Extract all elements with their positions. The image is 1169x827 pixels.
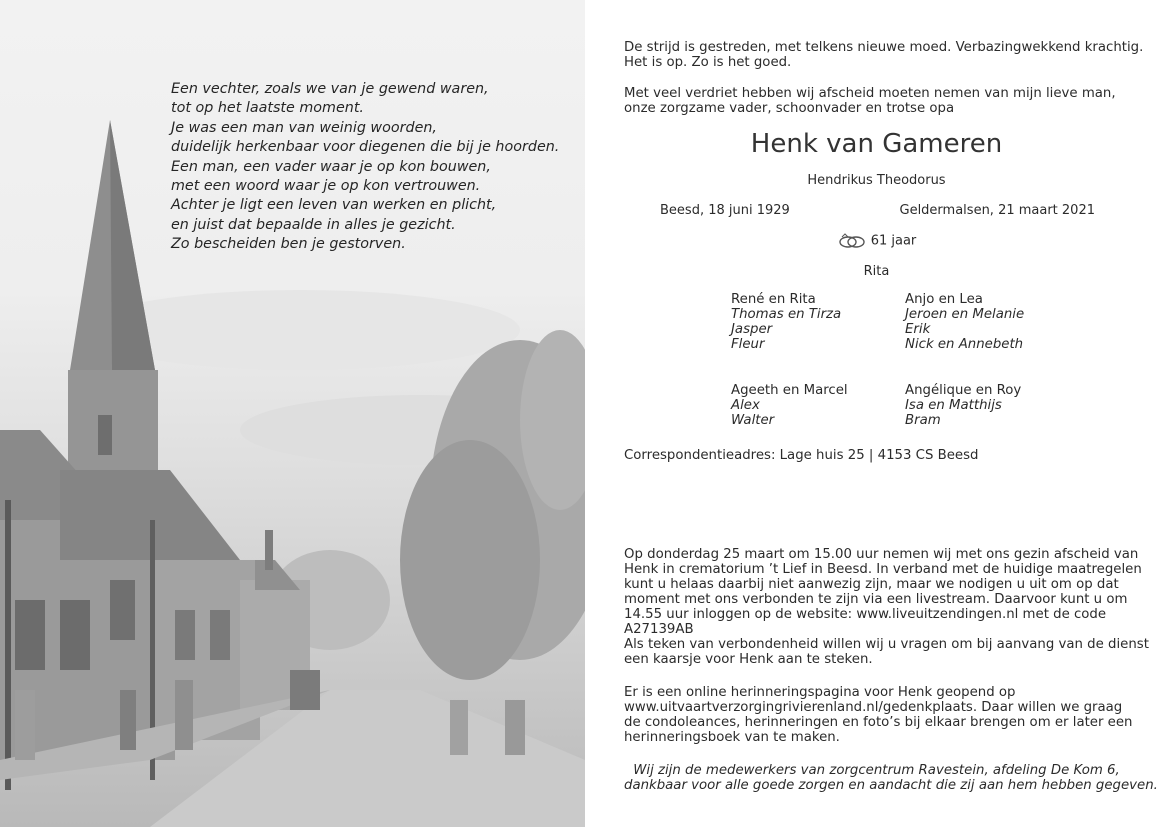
announcement-line: onze zorgzame vader, schoonvader en trotse opa — [624, 101, 955, 116]
ceremony-line: kunt u helaas daarbij niet aanwezig zijn, maar we nodigen u uit om op dat — [624, 577, 1119, 592]
family-member: Nick en Annebeth — [905, 337, 1024, 352]
death-date: Geldermalsen, 21 maart 2021 — [899, 203, 1095, 218]
poem-line: Zo bescheiden ben je gestorven. — [171, 236, 406, 253]
deceased-name: Henk van Gameren — [750, 129, 1003, 159]
family-member: Erik — [905, 322, 931, 337]
intro-line: Het is op. Zo is het goed. — [624, 55, 792, 70]
poem-line: duidelijk herkenbaar voor diegenen die bij je hoorden. — [171, 139, 560, 156]
family-head: Anjo en Lea — [905, 292, 983, 307]
family-member: Fleur — [731, 337, 765, 352]
online-line: Er is een online herinneringspagina voor Henk geopend op — [624, 685, 1016, 700]
family-head: Ageeth en Marcel — [731, 383, 848, 398]
intro-line: De strijd is gestreden, met telkens nieuwe moed. Verbazingwekkend krachtig. — [624, 40, 1144, 55]
family-group — [731, 292, 841, 352]
family-member: Jeroen en Melanie — [905, 307, 1025, 322]
ceremony-line: Als teken van verbondenheid willen wij u vragen om bij aanvang van de dienst — [624, 637, 1149, 652]
ceremony-line: moment met ons verbonden te zijn via een livestream. Daarvoor kunt u om — [624, 592, 1128, 607]
marriage-duration — [624, 233, 1129, 249]
family-group — [905, 292, 1024, 352]
family-head: René en Rita — [731, 292, 816, 307]
partner-name: Rita — [863, 264, 890, 279]
poem-line: tot op het laatste moment. — [171, 100, 364, 117]
family-member: Walter — [731, 413, 775, 428]
poem-line: Een man, een vader waar je op kon bouwen, — [171, 158, 491, 175]
thanks-line: dankbaar voor alle goede zorgen en aandacht die zij aan hem hebben gegeven. — [624, 778, 1158, 793]
family-group — [731, 383, 848, 428]
wedding-rings-icon — [837, 233, 867, 249]
family-member: Jasper — [731, 322, 773, 337]
ceremony-text — [624, 547, 1149, 667]
poem-line: en juist dat bepaalde in alles je gezicht. — [171, 216, 456, 233]
online-line: de condoleances, herinneringen en foto’s bij elkaar brengen om er later een — [624, 715, 1133, 730]
birth-date: Beesd, 18 juni 1929 — [660, 203, 790, 218]
married-years: 61 jaar — [870, 233, 917, 249]
online-line: herinneringsboek van te maken. — [624, 730, 840, 745]
ceremony-line: A27139AB — [624, 622, 694, 637]
family-member: Isa en Matthijs — [905, 398, 1002, 413]
family-head: Angélique en Roy — [905, 383, 1022, 398]
poem-line: met een woord waar je op kon vertrouwen. — [171, 178, 481, 195]
ceremony-line: een kaarsje voor Henk aan te steken. — [624, 652, 873, 667]
family-member: Thomas en Tirza — [731, 307, 842, 322]
poem-line: Je was een man van weinig woorden, — [171, 119, 437, 136]
family-group — [905, 383, 1021, 428]
poem — [171, 80, 561, 255]
intro-text — [624, 40, 1144, 70]
ceremony-line: Op donderdag 25 maart om 15.00 uur nemen wij met ons gezin afscheid van — [624, 547, 1139, 562]
thanks-line: Wij zijn de medewerkers van zorgcentrum Ravestein, afdeling De Kom 6, — [633, 763, 1120, 778]
given-names: Hendrikus Theodorus — [807, 173, 946, 188]
poem-line: Een vechter, zoals we van je gewend waren, — [171, 81, 489, 97]
announcement-line: Met veel verdriet hebben wij afscheid moeten nemen van mijn lieve man, — [624, 86, 1116, 101]
online-line: www.uitvaartverzorgingrivierenland.nl/gedenkplaats. Daar willen we graag — [624, 700, 1123, 715]
ceremony-line: 14.55 uur inloggen op de website: www.liveuitzendingen.nl met de code — [624, 607, 1107, 622]
correspondence-address: Correspondentieadres: Lage huis 25 | 4153 CS Beesd — [624, 448, 979, 463]
announcement-text — [624, 86, 1129, 116]
poem-line: Achter je ligt een leven van werken en plicht, — [171, 197, 497, 214]
thanks-text — [624, 763, 1158, 793]
family-member: Alex — [731, 398, 760, 413]
ceremony-line: Henk in crematorium ’t Lief in Beesd. In verband met de huidige maatregelen — [624, 562, 1142, 577]
online-memorial-text — [624, 685, 1133, 745]
family-member: Bram — [905, 413, 941, 428]
